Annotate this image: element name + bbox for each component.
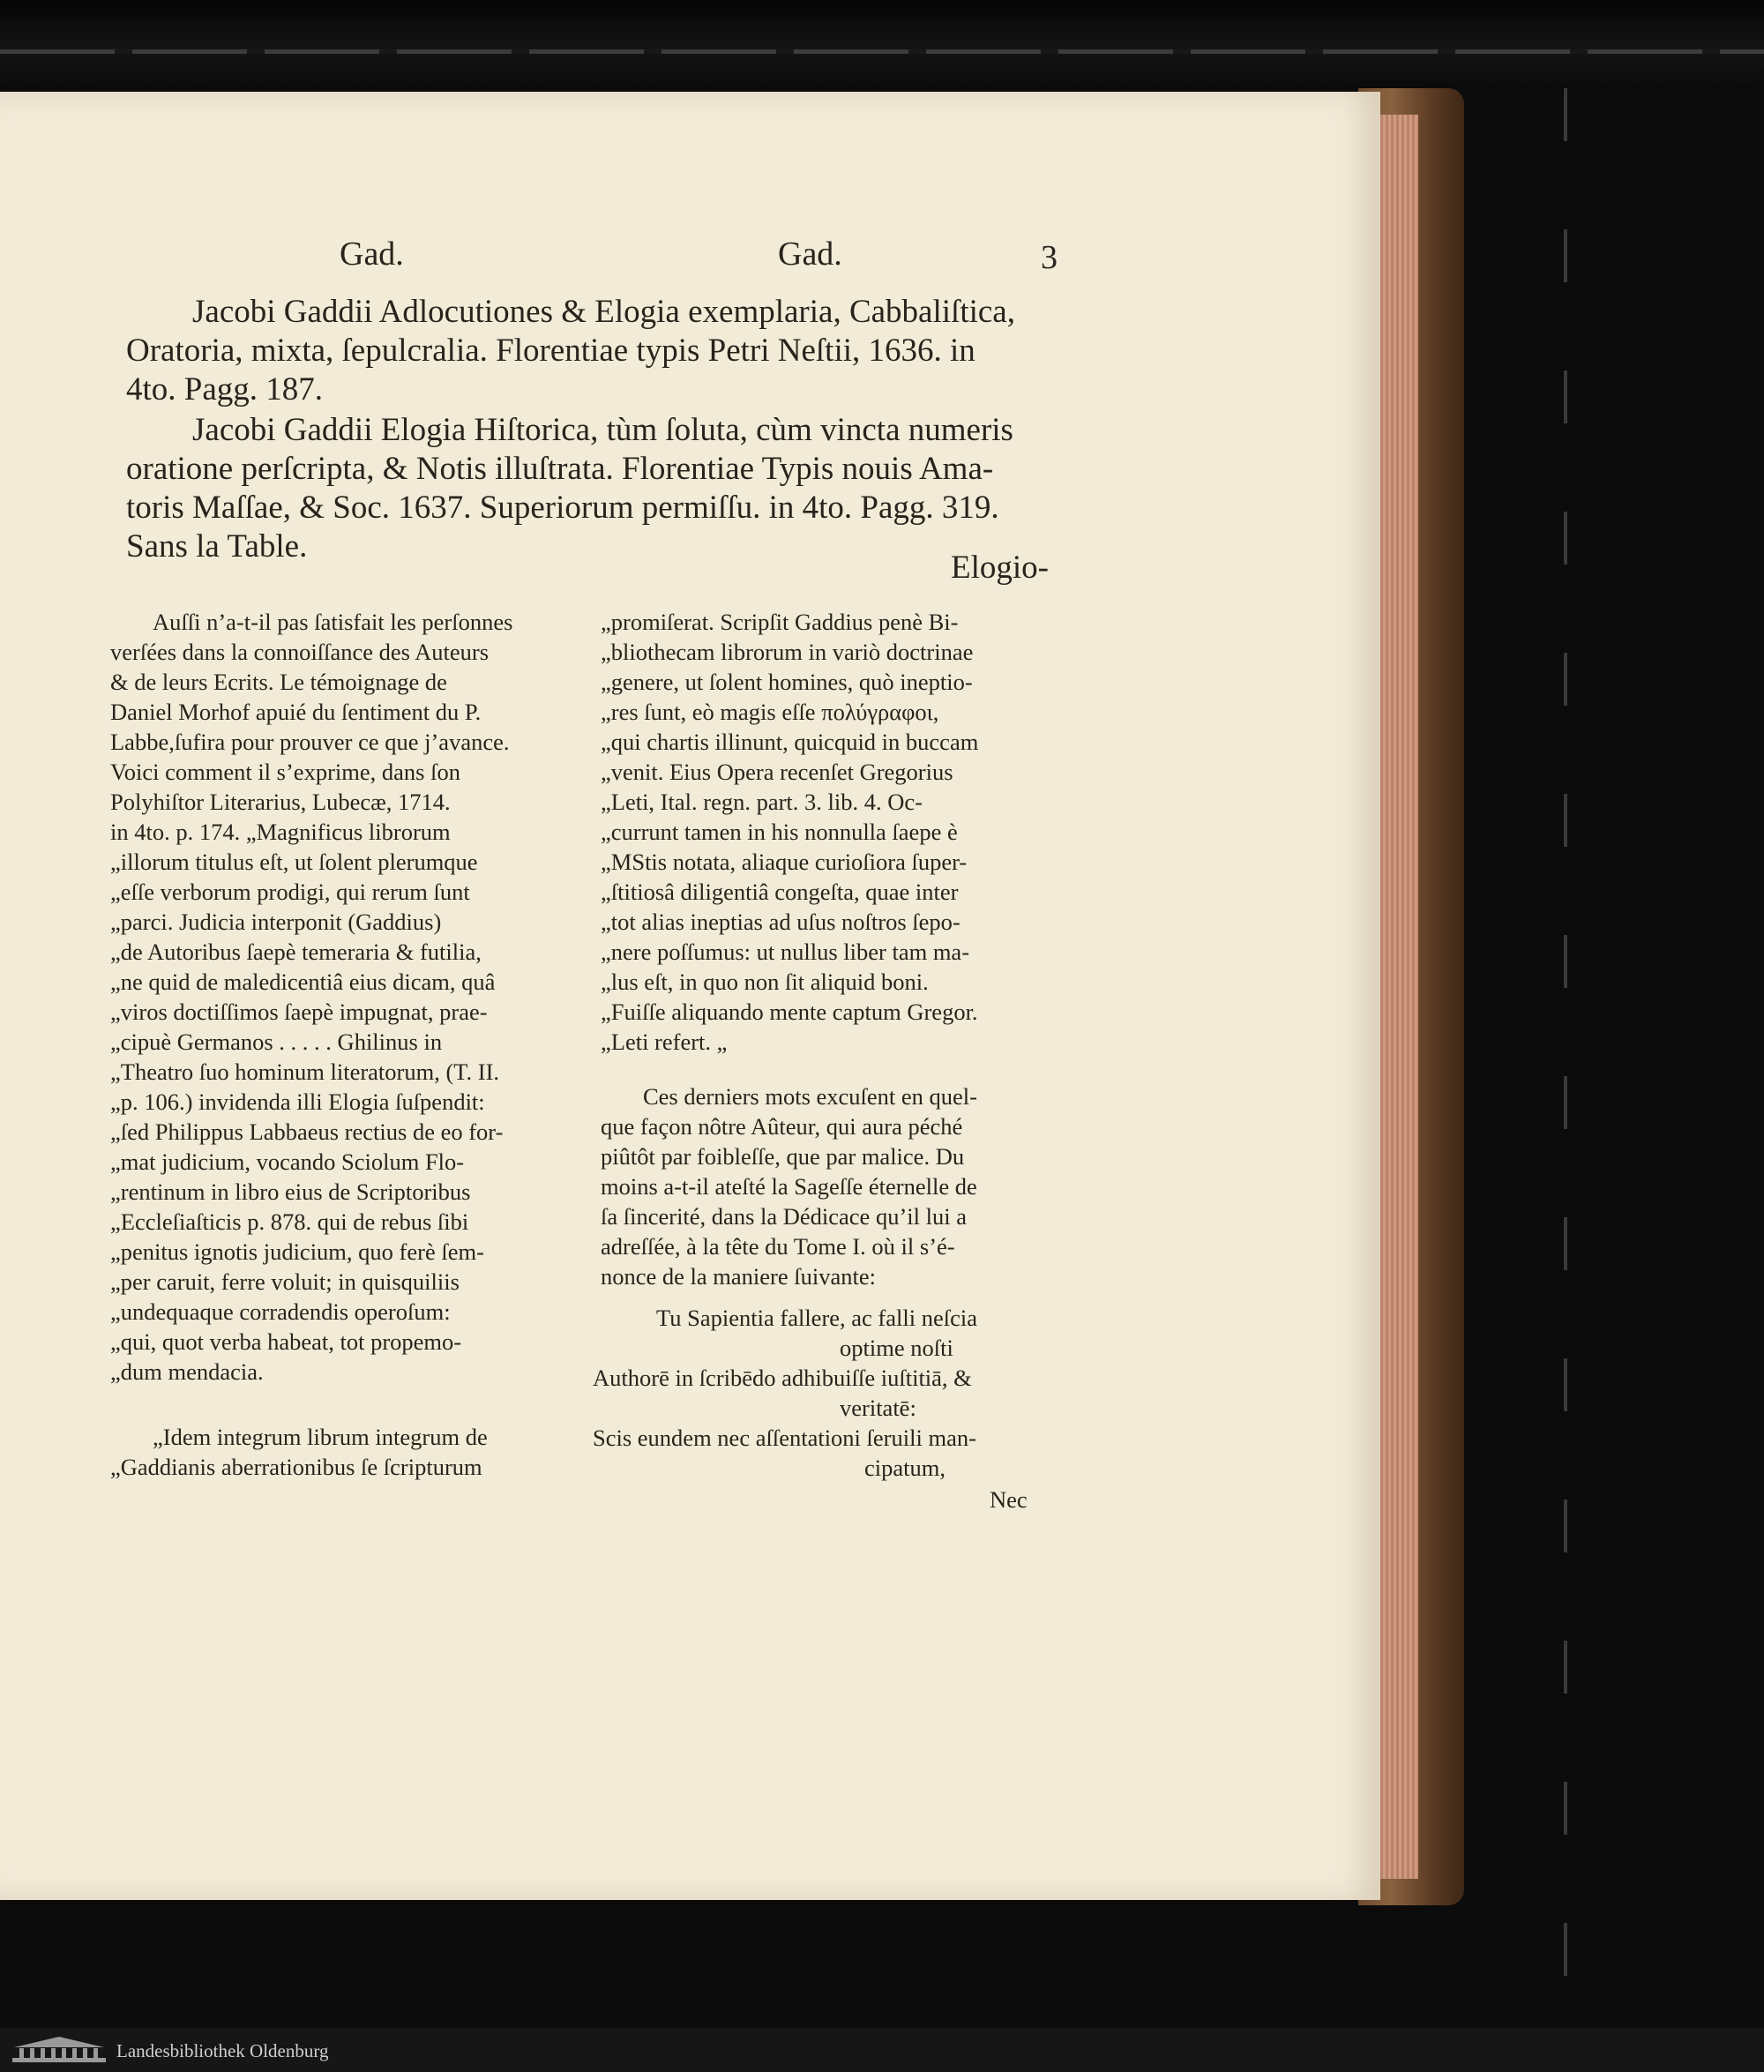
left-column-line: in 4to. p. 174. „Magnificus librorum xyxy=(110,819,451,845)
left-column-line: Labbe,ſufira pour prouver ce que j’avance. xyxy=(110,729,510,755)
footer-bar xyxy=(0,2028,1764,2072)
right-column-line: „lus eſt, in quo non ſit aliquid boni. xyxy=(601,969,929,995)
left-column-line: Voici comment il s’exprime, dans ſon xyxy=(110,759,460,785)
running-head-center: Gad. xyxy=(778,236,842,273)
entry-2-line: Sans la Table. xyxy=(126,528,308,565)
right-column-line: „ſtitiosâ diligentiâ congeſta, quae inter xyxy=(601,879,959,905)
left-column-line: „de Autoribus ſaepè temeraria & futilia, xyxy=(110,939,482,965)
right-column-line: „Leti, Ital. regn. part. 3. lib. 4. Oc- xyxy=(601,789,923,815)
right-column-line: ſa ſincerité, dans la Dédicace qu’il lui a xyxy=(601,1203,967,1230)
verse-line: optime noſti xyxy=(840,1335,953,1361)
right-column-line: nonce de la maniere ſuivante: xyxy=(601,1263,876,1290)
right-column-line: „promiſerat. Scripſit Gaddius penè Bi- xyxy=(601,609,959,635)
verse-line: Tu Sapientia fallere, ac falli neſcia xyxy=(656,1305,977,1331)
left-column xyxy=(110,607,512,1387)
entry-1 xyxy=(126,293,1015,409)
left-column-line: „cipuè Germanos . . . . . Ghilinus in xyxy=(110,1029,443,1055)
library-building-logo-icon xyxy=(11,2035,108,2065)
scanner-top-band xyxy=(0,0,1764,88)
verse-line: Scis eundem nec aſſentationi ſeruili man- xyxy=(593,1425,976,1451)
left-column-continued xyxy=(110,1422,488,1482)
right-column-line: adreſſée, à la tête du Tome I. où il s’é- xyxy=(601,1233,955,1260)
left-column-line: „Theatro ſuo hominum literatorum, (T. II. xyxy=(110,1058,500,1085)
entry-1-line: Jacobi Gaddii Adlocutiones & Elogia exemplaria, Cabbaliſtica, xyxy=(192,294,1015,330)
left-column-line: Daniel Morhof apuié du ſentiment du P. xyxy=(110,699,482,725)
left-column-line: „Idem integrum librum integrum de xyxy=(153,1424,488,1450)
right-column-line: Ces derniers mots excuſent en quel- xyxy=(643,1083,977,1110)
right-column-line: „tot alias ineptias ad uſus noſtros ſepo- xyxy=(601,909,960,935)
catchword-bottom: Nec xyxy=(990,1486,1028,1513)
right-column-line: „nere poſſumus: ut nullus liber tam ma- xyxy=(601,939,970,965)
left-column-line: „ne quid de maledicentiâ eius dicam, quâ xyxy=(110,969,496,995)
right-column-line: „Leti refert. „ xyxy=(601,1029,728,1055)
left-column-line: „ſed Philippus Labbaeus rectius de eo for- xyxy=(110,1118,504,1145)
left-column-line: „p. 106.) invidenda illi Elogia ſuſpendit: xyxy=(110,1088,485,1115)
catchword-top: Elogio- xyxy=(951,550,1049,586)
left-column-line: „per caruit, ferre voluit; in quisquiliis xyxy=(110,1268,460,1295)
scale-ticks xyxy=(1564,88,1574,1985)
right-column xyxy=(601,607,978,1057)
entry-2-line: oratione perſcripta, & Notis illuſtrata. Florentiae Typis nouis Ama- xyxy=(126,451,994,487)
entry-2-line: toris Maſſae, & Soc. 1637. Superiorum permiſſu. in 4to. Pagg. 319. xyxy=(126,490,999,526)
left-column-line: „viros doctiſſimos ſaepè impugnat, prae- xyxy=(110,999,488,1025)
left-column-line: „Eccleſiaſticis p. 878. qui de rebus ſibi xyxy=(110,1208,469,1235)
left-column-line: „undequaque corradendis operoſum: xyxy=(110,1298,451,1325)
right-column-line: piûtôt par foibleſſe, que par malice. Du xyxy=(601,1143,965,1170)
right-column-line: „qui chartis illinunt, quicquid in buccam xyxy=(601,729,979,755)
footer-label: Landesbibliothek Oldenburg xyxy=(116,2040,329,2061)
right-column-line: moins a-t-il ateſté la Sageſſe éternelle de xyxy=(601,1173,977,1200)
left-column-line: verſées dans la connoiſſance des Auteurs xyxy=(110,639,490,665)
left-column-line: „illorum titulus eſt, ut ſolent plerumque xyxy=(110,849,478,875)
top-rule xyxy=(0,49,1764,54)
left-column-line: „eſſe verborum prodigi, qui rerum ſunt xyxy=(110,879,470,905)
right-column-line: „genere, ut ſolent homines, quò ineptio- xyxy=(601,669,973,695)
right-column-line: „venit. Eius Opera recenſet Gregorius xyxy=(601,759,953,785)
verse-line: Authorē in ſcribēdo adhibuiſſe iuſtitiā, & xyxy=(593,1365,972,1391)
entry-1-line: Oratoria, mixta, ſepulcralia. Florentiae typis Petri Neſtii, 1636. in xyxy=(126,333,975,369)
left-column-line: & de leurs Ecrits. Le témoignage de xyxy=(110,669,447,695)
verse-line: cipatum, xyxy=(864,1455,946,1481)
left-column-line: „rentinum in libro eius de Scriptoribus xyxy=(110,1178,471,1205)
left-column-line: Auſſi n’a-t-il pas ſatisfait les perſonnes xyxy=(153,609,513,635)
right-column-line: que façon nôtre Aûteur, qui aura péché xyxy=(601,1113,963,1140)
right-column-line: „bliothecam librorum in variò doctrinae xyxy=(601,639,974,665)
right-column-line: „Fuiſſe aliquando mente captum Gregor. xyxy=(601,999,978,1025)
right-column-line: „MStis notata, aliaque curioſiora ſuper- xyxy=(601,849,968,875)
dedication-verse xyxy=(593,1303,977,1483)
verse-line: veritatē: xyxy=(840,1395,916,1421)
left-column-line: Polyhiſtor Literarius, Lubecæ, 1714. xyxy=(110,789,451,815)
right-column-line: „currunt tamen in his nonnulla ſaepe è xyxy=(601,819,958,845)
entry-2 xyxy=(126,411,1013,566)
entry-1-line: 4to. Pagg. 187. xyxy=(126,371,324,408)
left-column-line: „mat judicium, vocando Sciolum Flo- xyxy=(110,1148,465,1175)
entry-2-line: Jacobi Gaddii Elogia Hiſtorica, tùm ſoluta, cùm vincta numeris xyxy=(192,412,1013,448)
running-head-left: Gad. xyxy=(340,236,404,273)
left-column-line: „Gaddianis aberrationibus ſe ſcripturum xyxy=(110,1454,482,1480)
right-column-french xyxy=(601,1081,977,1291)
left-column-line: „qui, quot verba habeat, tot propemo- xyxy=(110,1328,462,1355)
left-column-line: „penitus ignotis judicium, quo ferè ſem- xyxy=(110,1238,484,1265)
left-column-line: „dum mendacia. xyxy=(110,1358,264,1385)
right-column-line: „res ſunt, eò magis eſſe πολύγραφοι, xyxy=(601,699,939,725)
page-number: 3 xyxy=(1041,239,1058,276)
left-column-line: „parci. Judicia interponit (Gaddius) xyxy=(110,909,442,935)
